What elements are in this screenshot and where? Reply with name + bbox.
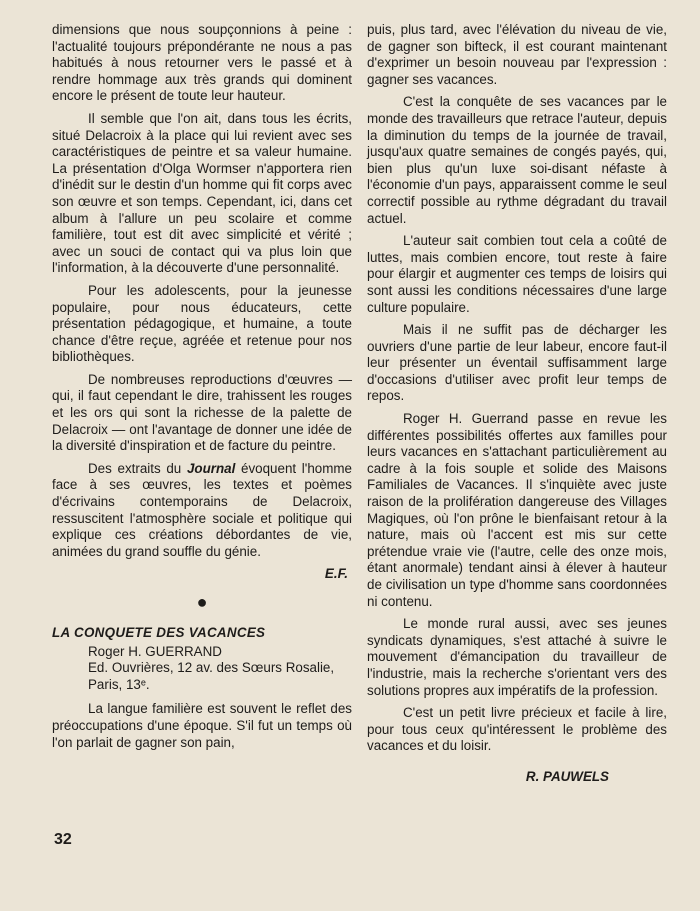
right-column <box>367 22 667 786</box>
paragraph <box>52 461 352 561</box>
paragraph: Le monde rural aussi, avec ses jeunes syndicats dynamiques, s'est attaché à suivre le mouvement d'émancipation du travailleur de l'industrie, mais la recherche s'orientant vers des solutions propres aux impératifs de la profession. <box>367 616 667 698</box>
review-meta <box>88 644 352 694</box>
paragraph-text: évoquent l'homme face à ses œuvres, les textes et poèmes d'écrivains contemporains de Delacroix, ressuscitent l'atmosphère sociale et politique qui explique ces créations débordantes de vie, animées du grand souffle du génie. <box>52 460 352 559</box>
paragraph: Il semble que l'on ait, dans tous les écrits, situé Delacroix à la place qui lui revient avec ses caractéristiques de peintre et sa valeur humaine. La présentation d'Olga Wormser n'apportera rien d'inédit sur le destin d'un homme qui fit corps avec son œuvre et son temps. Cependant, ici, dans cet album à l'allure un peu scolaire et comme familière, tout est dit avec simplicité et vérité ; avec un souci de contact qui va plus loin que l'information, à la découverte d'une personnalité. <box>52 110 352 276</box>
paragraph: Pour les adolescents, pour la jeunesse populaire, pour nous éducateurs, cette présentation pédagogique, et humaine, a toute chance d'être reçue, agréée et retenue pour nos bibliothèques. <box>52 282 352 365</box>
review-author: Roger H. GUERRAND <box>88 643 222 659</box>
paragraph: De nombreuses reproductions d'œuvres — qui, il faut cependant le dire, trahissent les rouges et les ors qui sont la richesse de la palette de Delacroix — ont l'avantage de donner une idée de la diversité d'inspiration et de facture du peintre. <box>52 371 352 454</box>
paragraph: C'est un petit livre précieux et facile à lire, pour tous ceux qu'intéressent le problème des vacances et du loisir. <box>367 705 667 754</box>
paragraph: L'auteur sait combien tout cela a coûté de luttes, mais combien encore, tout reste à faire pour élargir et augmenter ces temps de loisirs qui sont aussi les conditions nécessaires d'une large culture populaire. <box>367 233 667 315</box>
paragraph: Mais il ne suffit pas de décharger les ouvriers d'une partie de leur labeur, encore faut-il leur présenter un éventail suffisamment large d'occasions d'utiliser avec profit leur temps de repos. <box>367 322 667 404</box>
left-column <box>52 22 352 757</box>
review-publisher: Ed. Ouvrières, 12 av. des Sœurs Rosalie, <box>88 660 335 676</box>
paragraph: La langue familière est souvent le reflet des préoccupations d'une époque. S'il fut un temps où l'on parlait de gagner son pain, <box>52 701 352 750</box>
signature-ef: E.F. <box>324 566 348 582</box>
page-number: 32 <box>54 831 72 848</box>
paragraph: Roger H. Guerrand passe en revue les différentes possibilités offertes aux familles pour leurs vacances en s'attachant particulièrement au cadre à la fois souple et solide des Maisons Familiales de Vacances. Il s'inquiète avec juste raison de la prolifération dangereuse des Villages Magiques, où l'on prône le bienfaisant retour à la nature, mais où l'accent est mis sur cette prétendue vraie vie (l'autre, celle des onze mois, étant anormale) tendant ainsi à élever à hauteur de civilisation un type d'homme sans coordonnées ni contenu. <box>367 411 667 609</box>
journal-title: Journal <box>186 460 236 476</box>
review-city: Paris, 13ᵉ. <box>88 676 150 692</box>
paragraph-text: Des extraits du <box>88 460 187 476</box>
bullet-separator: ● <box>196 592 208 612</box>
paragraph: puis, plus tard, avec l'élévation du niveau de vie, de gagner son bifteck, il est courant maintenant d'exprimer un besoin nouveau par l'expression : gagner ses vacances. <box>367 22 667 87</box>
paragraph: C'est la conquête de ses vacances par le monde des travailleurs que retrace l'auteur, depuis la diminution du temps de la journée de travail, jusqu'aux quatre semaines de congés payés, qui, bien plus qu'un luxe soi-disant néfaste à l'économie d'un pays, apparaissent comme le seul correctif possible au rythme dégradant du travail actuel. <box>367 94 667 226</box>
signature-pauwels: R. PAUWELS <box>525 768 609 784</box>
review-title: LA CONQUETE DES VACANCES <box>52 625 266 640</box>
paragraph: dimensions que nous soupçonnions à peine : l'actualité toujours prépondérante ne nous a pas habitués à nous retourner vers le passé et à rendre hommage aux très grands qui dominent encore le présent de toute leur hauteur. <box>52 22 352 104</box>
